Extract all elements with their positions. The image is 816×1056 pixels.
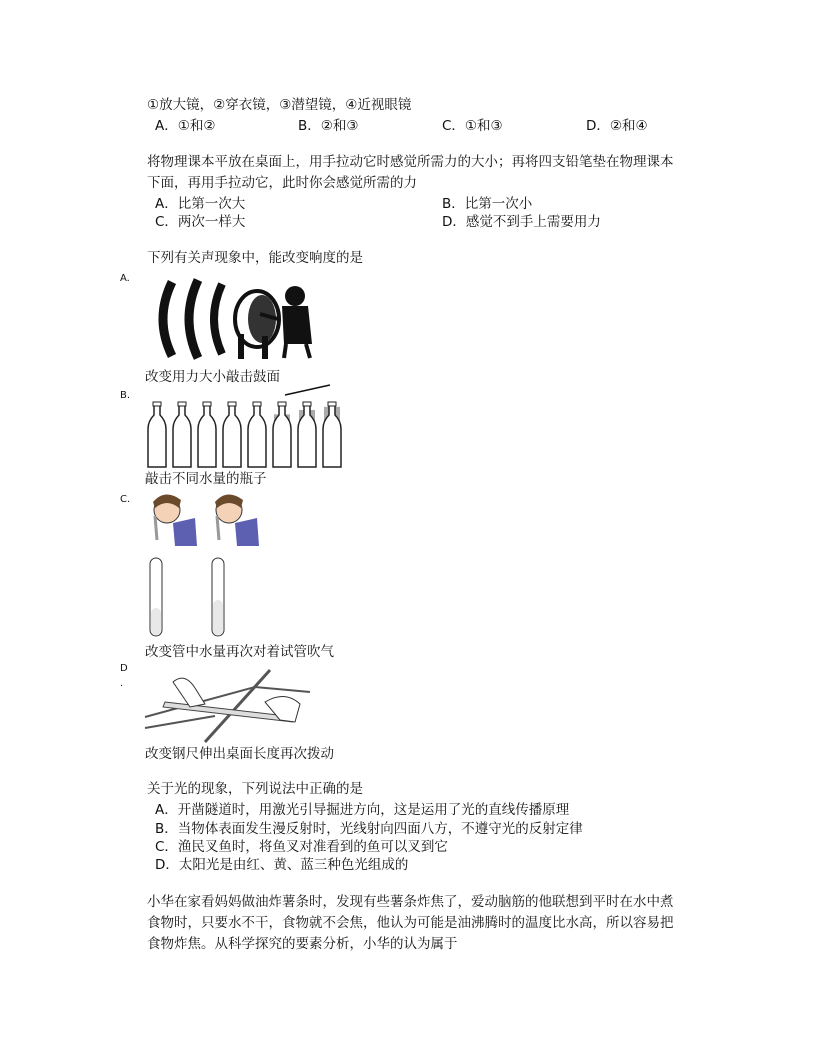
q1-option-d: D．②和④	[586, 118, 648, 134]
q2-option-b: B．比第一次小	[442, 196, 533, 212]
bottle	[323, 402, 341, 467]
q2-stem-line2: 下面，再用手拉动它，此时你会感觉所需的力	[147, 175, 417, 191]
bottle	[248, 402, 266, 467]
q2-option-a: A．比第一次大	[155, 196, 246, 212]
q2-option-c: C．两次一样大	[155, 214, 246, 230]
bottle	[223, 402, 241, 467]
q4-option-d: D．太阳光是由红、黄、蓝三种色光组成的	[155, 857, 409, 873]
test-tubes-illustration	[145, 488, 275, 640]
q3-label-c: C.	[120, 494, 131, 505]
q5-line3: 食物炸焦。从科学探究的要素分析，小华的认为属于	[147, 936, 458, 952]
q2-option-d: D．感觉不到手上需要用力	[442, 214, 601, 230]
q3-caption-a: 改变用力大小敲击鼓面	[145, 369, 280, 385]
q3-label-d: D	[120, 663, 128, 674]
bottle	[198, 402, 216, 467]
q3-label-b: B.	[120, 390, 131, 401]
q3-caption-c: 改变管中水量再次对着试管吹气	[145, 644, 334, 660]
q1-option-c: C．①和③	[442, 118, 503, 134]
q4-option-a: A．开凿隧道时，用激光引导掘进方向，这是运用了光的直线传播原理	[155, 802, 570, 818]
q3-label-d-dot: .	[120, 678, 124, 689]
bottle	[173, 402, 191, 467]
ruler-illustration	[145, 662, 310, 744]
q3-stem: 下列有关声现象中，能改变响度的是	[147, 250, 363, 266]
drum-illustration	[150, 274, 325, 364]
bottle	[298, 402, 316, 467]
q3-label-a: A.	[120, 273, 130, 284]
bottle	[148, 402, 166, 467]
bottle	[273, 402, 291, 467]
q1-option-a: A．①和②	[155, 118, 216, 134]
q2-stem-line1: 将物理课本平放在桌面上，用手拉动它时感觉所需力的大小；再将四支铅笔垫在物理课本	[147, 154, 674, 170]
q1-stem: ①放大镜，②穿衣镜，③潜望镜，④近视眼镜	[147, 97, 412, 113]
q4-stem: 关于光的现象，下列说法中正确的是	[147, 781, 363, 797]
q1-option-b: B．②和③	[298, 118, 359, 134]
q3-caption-b: 敲击不同水量的瓶子	[145, 471, 267, 487]
bottles-illustration	[145, 383, 350, 473]
q5-line2: 食物时，只要水不干，食物就不会焦，他认为可能是油沸腾时的温度比水高，所以容易把	[147, 915, 674, 931]
q3-caption-d: 改变钢尺伸出桌面长度再次拨动	[145, 746, 334, 762]
q4-option-c: C．渔民叉鱼时，将鱼叉对准看到的鱼可以叉到它	[155, 839, 448, 855]
q4-option-b: B．当物体表面发生漫反射时，光线射向四面八方，不遵守光的反射定律	[155, 821, 583, 837]
q5-line1: 小华在家看妈妈做油炸薯条时，发现有些薯条炸焦了，爱动脑筋的他联想到平时在水中煮	[147, 894, 674, 910]
